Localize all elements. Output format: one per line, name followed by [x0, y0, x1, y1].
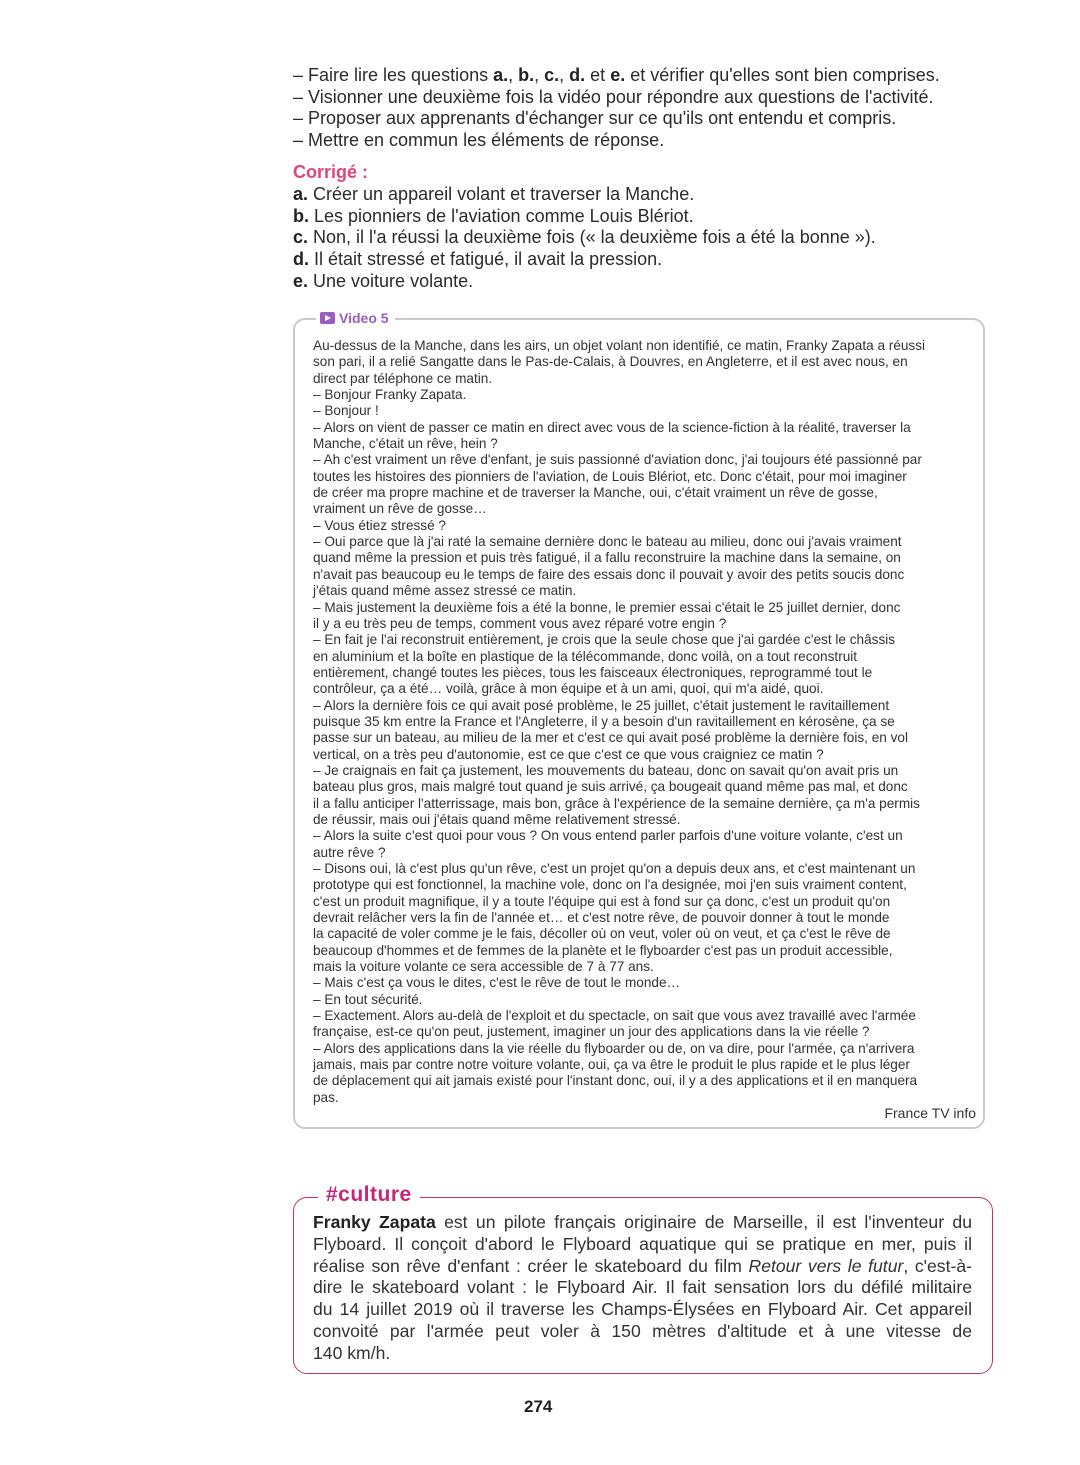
transcript-line: – Alors la suite c'est quoi pour vous ? On vous entend parler parfois d'une voiture volante, c'est un	[313, 828, 903, 844]
question-letter: d.	[569, 65, 586, 85]
transcript-line: française, est-ce qu'on peut, justement, imaginer un jour des applications dans la vie réelle ?	[313, 1024, 870, 1040]
video-transcript	[313, 338, 925, 1106]
culture-text-segment: est un pilote français originaire de Marseille, il est l'inventeur du	[435, 1212, 972, 1232]
teacher-instructions	[293, 65, 940, 151]
culture-heading: #culture	[318, 1183, 420, 1207]
instruction-line: – Visionner une deuxième fois la vidéo pour répondre aux questions de l'activité.	[293, 86, 934, 107]
transcript-source: France TV info	[884, 1105, 976, 1121]
answer-list	[293, 184, 876, 293]
answer-item	[293, 271, 876, 293]
instruction-line	[293, 65, 940, 87]
question-letter: a.	[493, 65, 509, 85]
play-icon	[320, 312, 335, 324]
video-title: Video 5	[339, 310, 389, 326]
answer-item	[293, 227, 876, 249]
corrige-heading: Corrigé :	[293, 162, 369, 182]
transcript-line: passe sur un bateau, au milieu de la mer et c'est ce qui avait posé problème la dernière fois, en vol	[313, 730, 909, 746]
transcript-line: mais la voiture volante ce sera accessible de 7 à 77 ans.	[313, 959, 654, 975]
transcript-line: direct par téléphone ce matin.	[313, 370, 493, 386]
answer-letter: d.	[293, 249, 309, 270]
instruction-line: – Mettre en commun les éléments de réponse.	[293, 129, 665, 150]
transcript-line: Manche, c'était un rêve, hein ?	[313, 436, 498, 452]
transcript-line: de réussir, mais oui j'étais quand même relativement stressé.	[313, 811, 681, 827]
transcript-line: contrôleur, ça a été… voilà, grâce à mon équipe et à un ami, quoi, qui m'a aidé, quoi.	[313, 681, 824, 697]
culture-text-segment: réalise son rêve d'enfant : créer le skateboard du film	[313, 1255, 749, 1276]
separator: ,	[508, 65, 519, 85]
culture-line	[313, 1256, 972, 1278]
transcript-line: entièrement, changé toutes les pièces, tous les faisceaux électroniques, reprogrammé tout le	[313, 664, 873, 680]
transcript-line: – Ah c'est vraiment un rêve d'enfant, je suis passionné d'aviation donc, j'ai toujours été passionné par	[313, 452, 922, 468]
culture-line: 140 km/h.	[313, 1342, 391, 1363]
transcript-line: c'est un produit magnifique, il y a toute l'équipe qui est à fond sur ça donc, c'est un produit qu'on	[313, 893, 891, 909]
transcript-line: – Je craignais en fait ça justement, les mouvements du bateau, donc on savait qu'on avait pris un	[313, 762, 899, 778]
answer-item	[293, 184, 876, 206]
transcript-line: en aluminium et la boîte en plastique de la télécommande, donc voilà, on a tout reconstruit	[313, 648, 858, 664]
transcript-line: la capacité de voler comme je le fais, décoller où on veut, voler où on veut, et ça c'est le rêve de	[313, 926, 891, 942]
transcript-line: – Alors des applications dans la vie réelle du flyboarder ou de, on va dire, pour l'armée, ça n'arrivera	[313, 1040, 915, 1056]
transcript-line: devrait relâcher vers la fin de l'année et… et c'est notre rêve, de pouvoir donner à tout le monde	[313, 910, 890, 926]
transcript-line: vraiment un rêve de gosse…	[313, 501, 487, 517]
transcript-line: beaucoup d'hommes et de femmes de la planète et le flyboarder c'est pas un produit accessible,	[313, 942, 893, 958]
transcript-line: – Mais justement la deuxième fois a été la bonne, le premier essai c'était le 25 juillet dernier, donc	[313, 599, 901, 615]
page-number: 274	[524, 1397, 553, 1416]
transcript-line: – Alors on vient de passer ce matin en direct avec vous de la science-fiction à la réalité, traverser la	[313, 419, 911, 435]
transcript-line: – Bonjour Franky Zapata.	[313, 387, 467, 403]
answer-text: Les pionniers de l'aviation comme Louis Blériot.	[309, 205, 694, 226]
transcript-line: bateau plus gros, mais malgré tout quand je suis arrivé, ça bougeait quand même pas mal, et donc	[313, 779, 908, 795]
transcript-line: j'étais quand même assez stressé ce matin.	[313, 583, 577, 599]
person-name: Franky Zapata	[313, 1212, 436, 1232]
transcript-line: de déplacement qui ait jamais existé pour l'instant donc, oui, il y a des applications et il en manquera	[313, 1073, 918, 1089]
transcript-line: son pari, il a relié Sangatte dans le Pas-de-Calais, à Douvres, en Angleterre, et il est avec nous, en	[313, 354, 908, 370]
transcript-line: pas.	[313, 1089, 339, 1105]
culture-line: Flyboard. Il conçoit d'abord le Flyboard aquatique qui se pratique en mer, puis il	[313, 1233, 972, 1254]
film-title: Retour vers le futur	[748, 1255, 904, 1276]
question-letter: c.	[544, 65, 560, 85]
culture-text-segment: , c'est-à-	[903, 1255, 972, 1276]
transcript-line: quand même la pression et puis très fatigué, il a fallu reconstruire la machine dans la semaine, on	[313, 550, 901, 566]
transcript-line: de créer ma propre machine et de traverser la Manche, oui, c'était vraiment un rêve de gosse,	[313, 485, 878, 501]
transcript-line: – Vous étiez stressé ?	[313, 517, 446, 533]
culture-line: dire le skateboard volant : le Flyboard Air. Il fait sensation lors du défilé militaire	[313, 1277, 972, 1298]
answer-letter: b.	[293, 205, 309, 226]
transcript-line: – En tout sécurité.	[313, 991, 423, 1007]
transcript-line: – Exactement. Alors au-delà de l'exploit et du spectacle, on sait que vous avez travaillé avec l'armée	[313, 1008, 916, 1024]
transcript-line: puisque 35 km entre la France et l'Angleterre, il y a besoin d'un ravitaillement en kérosène, ça se	[313, 713, 895, 729]
culture-line	[313, 1212, 972, 1234]
culture-text	[313, 1212, 972, 1365]
answer-item	[293, 206, 876, 228]
transcript-line: – Oui parce que là j'ai raté la semaine dernière donc le bateau au milieu, donc oui j'avais vraiment	[313, 534, 902, 550]
transcript-line: Au-dessus de la Manche, dans les airs, un objet volant non identifié, ce matin, Franky Zapata a réussi	[313, 338, 926, 353]
transcript-line: – Mais c'est ça vous le dites, c'est le rêve de tout le monde…	[313, 975, 681, 991]
instruction-line: – Proposer aux apprenants d'échanger sur ce qu'ils ont entendu et compris.	[293, 108, 897, 129]
transcript-line: prototype qui est fonctionnel, la machine vole, donc on l'a designée, moi j'en suis vraiment content,	[313, 877, 907, 893]
transcript-line: il y a eu très peu de temps, comment vous avez réparé votre engin ?	[313, 615, 727, 631]
transcript-line: autre rêve ?	[313, 844, 386, 860]
question-letter: e.	[610, 65, 626, 85]
answer-item	[293, 249, 876, 271]
answer-letter: c.	[293, 227, 309, 248]
culture-line: du 14 juillet 2019 où il traverse les Champs-Élysées en Flyboard Air. Cet appareil	[313, 1299, 972, 1320]
question-letter: b.	[518, 65, 535, 85]
answer-text: Créer un appareil volant et traverser la Manche.	[308, 184, 695, 204]
transcript-line: – Bonjour !	[313, 403, 379, 419]
transcript-line: jamais, mais par contre notre voiture volante, oui, ça va être le produit le plus rapide et le plus léger	[313, 1057, 910, 1073]
transcript-line: – Alors la dernière fois ce qui avait posé problème, le 25 juillet, c'était justement le ravitaillement	[313, 697, 890, 713]
transcript-line: – En fait je l'ai reconstruit entièrement, je crois que la seule chose que j'ai gardée c'est le châssis	[313, 632, 896, 648]
answer-text: Il était stressé et fatigué, il avait la pression.	[309, 249, 663, 270]
video-label	[316, 310, 395, 326]
answer-letter: e.	[293, 270, 309, 291]
separator: et	[585, 65, 611, 85]
transcript-line: il a fallu anticiper l'atterrissage, mais bon, grâce à l'expérience de la semaine dernière, ça m'a permis	[313, 795, 920, 811]
answer-text: Non, il l'a réussi la deuxième fois (« la deuxième fois a été la bonne »).	[308, 227, 876, 248]
transcript-line: – Disons oui, là c'est plus qu'un rêve, c'est un projet qu'on a depuis deux ans, et c'est maintenant un	[313, 861, 916, 876]
instruction-text: – Faire lire les questions	[293, 65, 494, 85]
separator: ,	[559, 65, 570, 85]
transcript-line: n'avait pas beaucoup eu le temps de faire des essais donc il pouvait y avoir des petits soucis donc	[313, 566, 905, 582]
transcript-line: toutes les histoires des pionniers de l'aviation, de Louis Blériot, etc. Donc c'était, pour moi imaginer	[313, 468, 907, 484]
culture-line: convoité par l'armée peut voler à 150 mètres d'altitude et à une vitesse de	[313, 1320, 972, 1341]
transcript-line: vertical, on a très peu d'autonomie, est ce que c'est ce que vous craigniez ce matin ?	[313, 746, 824, 762]
answer-text: Une voiture volante.	[308, 270, 474, 291]
answer-letter: a.	[293, 184, 309, 204]
separator: ,	[534, 65, 545, 85]
instruction-text: et vérifier qu'elles sont bien comprises.	[625, 65, 940, 85]
